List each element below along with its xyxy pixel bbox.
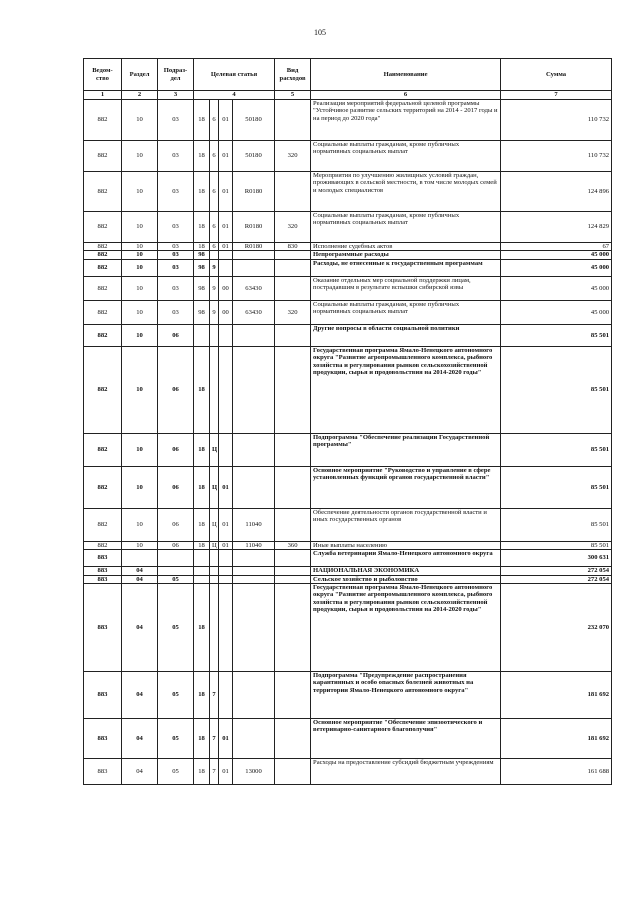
row-vid: 320 [275, 212, 311, 243]
row-podrazdel: 05 [158, 671, 194, 718]
row-target-1: 18 [194, 718, 210, 758]
row-vid [275, 324, 311, 346]
row-razdel: 04 [122, 718, 158, 758]
row-target-1: 18 [194, 508, 210, 541]
row-target-4: 50180 [233, 141, 275, 172]
row-target-4 [233, 718, 275, 758]
row-podrazdel: 03 [158, 212, 194, 243]
row-target-4 [233, 567, 275, 575]
table-row [84, 259, 612, 276]
table-row [84, 172, 612, 212]
row-target-4: R0180 [233, 172, 275, 212]
row-target-4 [233, 346, 275, 433]
row-razdel: 04 [122, 671, 158, 718]
row-target-3: 01 [219, 243, 233, 251]
row-target-2: 9 [210, 259, 219, 276]
table-row [84, 508, 612, 541]
row-target-2 [210, 583, 219, 671]
colnum-1: 1 [84, 91, 122, 100]
row-podrazdel: 05 [158, 583, 194, 671]
row-target-3: 01 [219, 141, 233, 172]
row-ved: 882 [84, 141, 122, 172]
row-razdel: 10 [122, 300, 158, 324]
row-target-1: 18 [194, 433, 210, 466]
row-ved: 883 [84, 718, 122, 758]
row-target-2: 7 [210, 718, 219, 758]
row-target-1: 98 [194, 300, 210, 324]
row-target-4 [233, 583, 275, 671]
table-row [84, 550, 612, 567]
row-target-3: 00 [219, 276, 233, 300]
budget-table [83, 58, 612, 785]
row-target-2: 6 [210, 172, 219, 212]
row-target-2: 6 [210, 141, 219, 172]
row-vid [275, 671, 311, 718]
row-target-3: 01 [219, 541, 233, 549]
table-row [84, 567, 612, 575]
row-target-1 [194, 575, 210, 583]
row-ved: 882 [84, 100, 122, 141]
row-target-3: 01 [219, 172, 233, 212]
row-podrazdel: 06 [158, 508, 194, 541]
row-razdel: 10 [122, 259, 158, 276]
row-target-4 [233, 259, 275, 276]
row-target-1: 18 [194, 671, 210, 718]
row-vid [275, 466, 311, 508]
row-ved: 882 [84, 251, 122, 259]
header-razdel: Раздел [122, 59, 158, 91]
row-ved: 882 [84, 259, 122, 276]
row-ved: 882 [84, 508, 122, 541]
row-razdel: 04 [122, 567, 158, 575]
row-target-3: 01 [219, 212, 233, 243]
table-row [84, 718, 612, 758]
row-target-3: 00 [219, 300, 233, 324]
row-ved: 882 [84, 276, 122, 300]
header-podrazdel: Подраз-дел [158, 59, 194, 91]
row-target-2 [210, 346, 219, 433]
table-row [84, 251, 612, 259]
row-sum: 110 732 [501, 141, 612, 172]
row-target-1: 98 [194, 276, 210, 300]
row-ved: 883 [84, 575, 122, 583]
row-target-4 [233, 575, 275, 583]
row-razdel: 10 [122, 433, 158, 466]
row-vid: 320 [275, 300, 311, 324]
row-razdel: 10 [122, 276, 158, 300]
row-name: Основное мероприятие "Обеспечение эпизоотического и ветеринарно-санитарного благополучия" [311, 718, 501, 758]
row-ved: 883 [84, 567, 122, 575]
row-sum: 272 054 [501, 575, 612, 583]
row-razdel: 10 [122, 324, 158, 346]
colnum-6: 6 [311, 91, 501, 100]
row-sum: 161 688 [501, 758, 612, 784]
row-name: Реализация мероприятий федеральной целевой программы "Устойчивое развитие сельских территорий на 2014 - 2017 годы и на период до 2020 года" [311, 100, 501, 141]
row-target-4: 63430 [233, 276, 275, 300]
table-row [84, 300, 612, 324]
row-sum: 45 000 [501, 300, 612, 324]
row-name: Социальные выплаты гражданам, кроме публичных нормативных социальных выплат [311, 300, 501, 324]
row-target-4: 11040 [233, 541, 275, 549]
row-ved: 883 [84, 671, 122, 718]
row-vid [275, 583, 311, 671]
row-podrazdel [158, 567, 194, 575]
row-target-1: 98 [194, 251, 210, 259]
table-row [84, 324, 612, 346]
row-target-1 [194, 567, 210, 575]
row-name: Социальные выплаты гражданам, кроме публичных нормативных социальных выплат [311, 141, 501, 172]
row-vid [275, 346, 311, 433]
row-target-2: Ц [210, 508, 219, 541]
row-vid: 320 [275, 141, 311, 172]
colnum-2: 2 [122, 91, 158, 100]
colnum-3: 3 [158, 91, 194, 100]
row-razdel: 10 [122, 141, 158, 172]
row-target-4 [233, 433, 275, 466]
row-sum: 85 501 [501, 508, 612, 541]
row-name: Подпрограмма "Обеспечение реализации Государственной программы" [311, 433, 501, 466]
row-razdel: 10 [122, 212, 158, 243]
row-target-3 [219, 575, 233, 583]
row-podrazdel: 03 [158, 100, 194, 141]
row-ved: 883 [84, 758, 122, 784]
row-sum: 85 501 [501, 466, 612, 508]
row-sum: 45 000 [501, 276, 612, 300]
row-target-3 [219, 433, 233, 466]
table-row [84, 100, 612, 141]
row-ved: 882 [84, 243, 122, 251]
row-ved: 882 [84, 300, 122, 324]
row-target-2: 6 [210, 100, 219, 141]
header-name: Наименование [311, 59, 501, 91]
row-podrazdel: 03 [158, 243, 194, 251]
colnum-7: 7 [501, 91, 612, 100]
row-razdel: 04 [122, 758, 158, 784]
table-row [84, 346, 612, 433]
table-row [84, 541, 612, 549]
row-podrazdel: 03 [158, 251, 194, 259]
row-vid: 830 [275, 243, 311, 251]
row-sum: 300 631 [501, 550, 612, 567]
row-name: Непрограммные расходы [311, 251, 501, 259]
row-razdel: 10 [122, 243, 158, 251]
row-podrazdel: 03 [158, 172, 194, 212]
row-name: Социальные выплаты гражданам, кроме публичных нормативных социальных выплат [311, 212, 501, 243]
row-razdel: 10 [122, 508, 158, 541]
row-name: Мероприятия по улучшению жилищных условий граждан, проживающих в сельской местности, в том числе молодых семей и молодых специалистов [311, 172, 501, 212]
row-razdel: 10 [122, 251, 158, 259]
row-target-3 [219, 550, 233, 567]
row-target-1: 18 [194, 243, 210, 251]
row-target-4: 50180 [233, 100, 275, 141]
row-vid [275, 575, 311, 583]
row-name: Обеспечение деятельности органов государственной власти и иных государственных органов [311, 508, 501, 541]
row-target-4: 11040 [233, 508, 275, 541]
row-target-1: 18 [194, 141, 210, 172]
row-target-3 [219, 259, 233, 276]
header-vid: Вид расходов [275, 59, 311, 91]
row-podrazdel: 06 [158, 346, 194, 433]
row-sum: 67 [501, 243, 612, 251]
row-target-4 [233, 466, 275, 508]
row-target-4 [233, 324, 275, 346]
row-target-1 [194, 324, 210, 346]
row-sum: 232 070 [501, 583, 612, 671]
table-row [84, 575, 612, 583]
row-podrazdel: 03 [158, 259, 194, 276]
row-podrazdel: 06 [158, 433, 194, 466]
row-razdel: 10 [122, 466, 158, 508]
row-name: Государственная программа Ямало-Ненецкого автономного округа "Развитие агропромышленного комплекса, рыбного хозяйства и регулирования рынков сельскохозяйственной продукции, сырья и продовольствия на 2014-2020 годы" [311, 346, 501, 433]
row-target-2 [210, 324, 219, 346]
row-podrazdel: 06 [158, 541, 194, 549]
table-row [84, 276, 612, 300]
row-target-1: 18 [194, 346, 210, 433]
row-ved: 883 [84, 550, 122, 567]
row-name: Расходы, не отнесенные к государственным программам [311, 259, 501, 276]
row-sum: 181 692 [501, 671, 612, 718]
row-target-1: 18 [194, 100, 210, 141]
row-name: Сельское хозяйство и рыболовство [311, 575, 501, 583]
row-name: Государственная программа Ямало-Ненецкого автономного округа "Развитие агропромышленного комплекса, рыбного хозяйства и регулирования рынков сельскохозяйственной продукции, сырья и продовольствия на 2014-2020 годы" [311, 583, 501, 671]
row-razdel: 10 [122, 541, 158, 549]
row-target-1: 18 [194, 172, 210, 212]
row-target-3: 01 [219, 758, 233, 784]
row-name: Другие вопросы в области социальной политики [311, 324, 501, 346]
row-razdel: 10 [122, 346, 158, 433]
row-razdel: 04 [122, 583, 158, 671]
row-name: Подпрограмма "Предупреждение распространения карантинных и особо опасных болезней животных на территории Ямало-Ненецкого автономного округа" [311, 671, 501, 718]
row-name: Иные выплаты населению [311, 541, 501, 549]
row-vid [275, 276, 311, 300]
table-row [84, 433, 612, 466]
row-sum: 85 501 [501, 433, 612, 466]
row-razdel: 04 [122, 575, 158, 583]
row-name: НАЦИОНАЛЬНАЯ ЭКОНОМИКА [311, 567, 501, 575]
row-name: Служба ветеринарии Ямало-Ненецкого автономного округа [311, 550, 501, 567]
row-target-2: Ц [210, 466, 219, 508]
row-razdel [122, 550, 158, 567]
row-target-1 [194, 550, 210, 567]
row-ved: 882 [84, 212, 122, 243]
page-number: 105 [314, 28, 326, 37]
row-ved: 882 [84, 466, 122, 508]
row-target-4: 63430 [233, 300, 275, 324]
row-target-4: 13000 [233, 758, 275, 784]
row-sum: 110 732 [501, 100, 612, 141]
row-target-3: 01 [219, 100, 233, 141]
row-target-3 [219, 671, 233, 718]
row-sum: 45 000 [501, 251, 612, 259]
row-podrazdel: 05 [158, 718, 194, 758]
row-sum: 181 692 [501, 718, 612, 758]
row-target-3 [219, 346, 233, 433]
row-vid [275, 433, 311, 466]
row-podrazdel: 05 [158, 758, 194, 784]
colnum-5: 5 [275, 91, 311, 100]
table-row [84, 758, 612, 784]
row-vid [275, 251, 311, 259]
row-target-2 [210, 567, 219, 575]
header-celevaya: Целевая статья [194, 59, 275, 91]
row-podrazdel: 06 [158, 324, 194, 346]
row-razdel: 10 [122, 100, 158, 141]
row-target-2: 9 [210, 300, 219, 324]
row-vid [275, 100, 311, 141]
row-ved: 882 [84, 324, 122, 346]
table-row [84, 243, 612, 251]
row-sum: 124 829 [501, 212, 612, 243]
row-name: Расходы на предоставление субсидий бюджетным учреждениям [311, 758, 501, 784]
row-podrazdel: 03 [158, 276, 194, 300]
row-target-3: 01 [219, 508, 233, 541]
row-ved: 882 [84, 433, 122, 466]
row-vid [275, 718, 311, 758]
table-row [84, 141, 612, 172]
row-target-3 [219, 324, 233, 346]
row-target-1: 18 [194, 583, 210, 671]
header-sum: Сумма [501, 59, 612, 91]
table-row [84, 583, 612, 671]
row-target-2 [210, 251, 219, 259]
row-target-1: 18 [194, 758, 210, 784]
row-sum: 85 501 [501, 324, 612, 346]
row-target-2: 6 [210, 212, 219, 243]
row-name: Исполнение судебных актов [311, 243, 501, 251]
row-sum: 85 501 [501, 346, 612, 433]
row-podrazdel: 05 [158, 575, 194, 583]
row-podrazdel: 06 [158, 466, 194, 508]
row-vid [275, 172, 311, 212]
table-row [84, 671, 612, 718]
row-sum: 124 896 [501, 172, 612, 212]
row-name: Оказание отдельных мер социальной поддержки лицам, пострадавшим в результате вспышки сибирской язвы [311, 276, 501, 300]
row-sum: 272 054 [501, 567, 612, 575]
row-vid: 360 [275, 541, 311, 549]
row-target-4 [233, 671, 275, 718]
row-vid [275, 508, 311, 541]
row-target-2: 6 [210, 243, 219, 251]
row-podrazdel [158, 550, 194, 567]
row-podrazdel: 03 [158, 300, 194, 324]
row-vid [275, 550, 311, 567]
row-target-2: Ц [210, 541, 219, 549]
row-ved: 882 [84, 346, 122, 433]
row-target-4 [233, 251, 275, 259]
row-ved: 883 [84, 583, 122, 671]
row-target-1: 18 [194, 212, 210, 243]
row-target-1: 18 [194, 541, 210, 549]
row-ved: 882 [84, 541, 122, 549]
row-target-2 [210, 575, 219, 583]
row-sum: 45 000 [501, 259, 612, 276]
row-target-4: R0180 [233, 212, 275, 243]
row-target-3 [219, 583, 233, 671]
row-target-3: 01 [219, 718, 233, 758]
table-row [84, 212, 612, 243]
row-target-2: 7 [210, 758, 219, 784]
row-target-3 [219, 251, 233, 259]
row-vid [275, 567, 311, 575]
row-target-2: Ц [210, 433, 219, 466]
row-target-4 [233, 550, 275, 567]
row-target-1: 18 [194, 466, 210, 508]
row-target-3 [219, 567, 233, 575]
row-target-1: 98 [194, 259, 210, 276]
colnum-4: 4 [194, 91, 275, 100]
row-sum: 85 501 [501, 541, 612, 549]
row-name: Основное мероприятие "Руководство и управление в сфере установленных функций органов государственной власти" [311, 466, 501, 508]
header-ved: Ведом-ство [84, 59, 122, 91]
row-target-2 [210, 550, 219, 567]
row-vid [275, 259, 311, 276]
row-podrazdel: 03 [158, 141, 194, 172]
row-target-3: 01 [219, 466, 233, 508]
row-vid [275, 758, 311, 784]
row-ved: 882 [84, 172, 122, 212]
row-target-2: 9 [210, 276, 219, 300]
table-row [84, 466, 612, 508]
row-target-2: 7 [210, 671, 219, 718]
row-razdel: 10 [122, 172, 158, 212]
row-target-4: R0180 [233, 243, 275, 251]
